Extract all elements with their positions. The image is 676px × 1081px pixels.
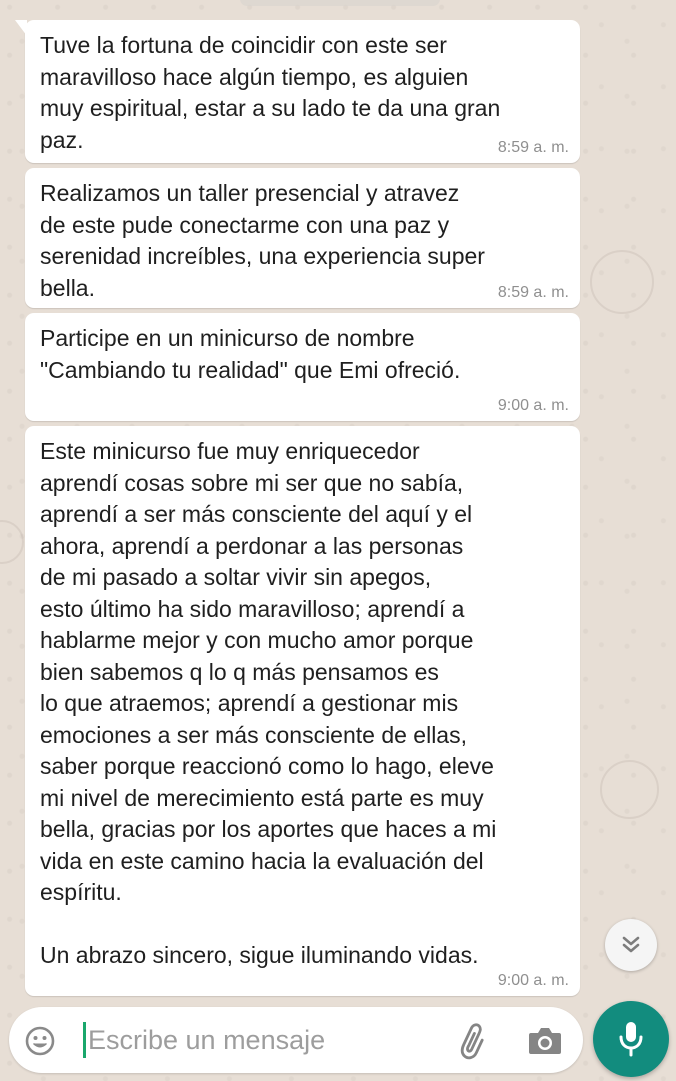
text-cursor xyxy=(83,1022,86,1058)
message-bubble[interactable] xyxy=(25,426,580,996)
double-chevron-down-icon xyxy=(618,932,644,958)
camera-icon xyxy=(527,1025,563,1057)
message-bubble[interactable] xyxy=(25,168,580,308)
message-text: Realizamos un taller presencial y atravez de este pude conectarme con una paz y serenidad increíbles, una experiencia super bella. xyxy=(40,180,485,301)
attach-button[interactable] xyxy=(455,1022,493,1060)
message-bubble[interactable] xyxy=(25,313,580,421)
message-bubble[interactable] xyxy=(25,20,580,163)
message-text: Este minicurso fue muy enriquecedor aprendí cosas sobre mi ser que no sabía, aprendí a ser más consciente del aquí y el ahora, aprendí a perdonar a las personas de mi pasado a soltar vivir sin apegos, esto último ha sido maravilloso; aprendí a hablarme mejor y con mucho amor porque bien sabemos q lo q más pensamos es lo que atraemos; aprendí a gestionar mis emociones a ser más consciente de ellas, saber porque reaccionó como lo hago, eleve mi nivel de merecimiento está parte es muy bella, gracias por los aportes que haces a mi vida en este camino hacia la evaluación del espíritu. Un abrazo sincero, sigue iluminando vidas. xyxy=(40,438,497,968)
message-timestamp: 9:00 a. m. xyxy=(497,397,569,414)
emoji-button[interactable] xyxy=(24,1025,56,1057)
message-composer xyxy=(9,1007,583,1073)
previous-message-edge xyxy=(240,0,440,6)
message-text: Tuve la fortuna de coincidir con este ser maravilloso hace algún tiempo, es alguien muy espiritual, estar a su lado te da una gran paz. xyxy=(40,32,501,153)
message-text: Participe en un minicurso de nombre "Cambiando tu realidad" que Emi ofreció. xyxy=(40,325,461,383)
message-timestamp: 8:59 a. m. xyxy=(497,284,569,301)
scroll-to-bottom-button[interactable] xyxy=(605,919,657,971)
voice-message-button[interactable] xyxy=(593,1001,669,1077)
microphone-icon xyxy=(616,1020,646,1058)
paperclip-icon xyxy=(455,1022,493,1060)
emoji-icon xyxy=(24,1025,56,1057)
message-input[interactable]: Escribe un mensaje xyxy=(88,1025,326,1055)
camera-button[interactable] xyxy=(527,1025,563,1057)
message-timestamp: 8:59 a. m. xyxy=(497,139,569,156)
message-timestamp: 9:00 a. m. xyxy=(497,972,569,989)
